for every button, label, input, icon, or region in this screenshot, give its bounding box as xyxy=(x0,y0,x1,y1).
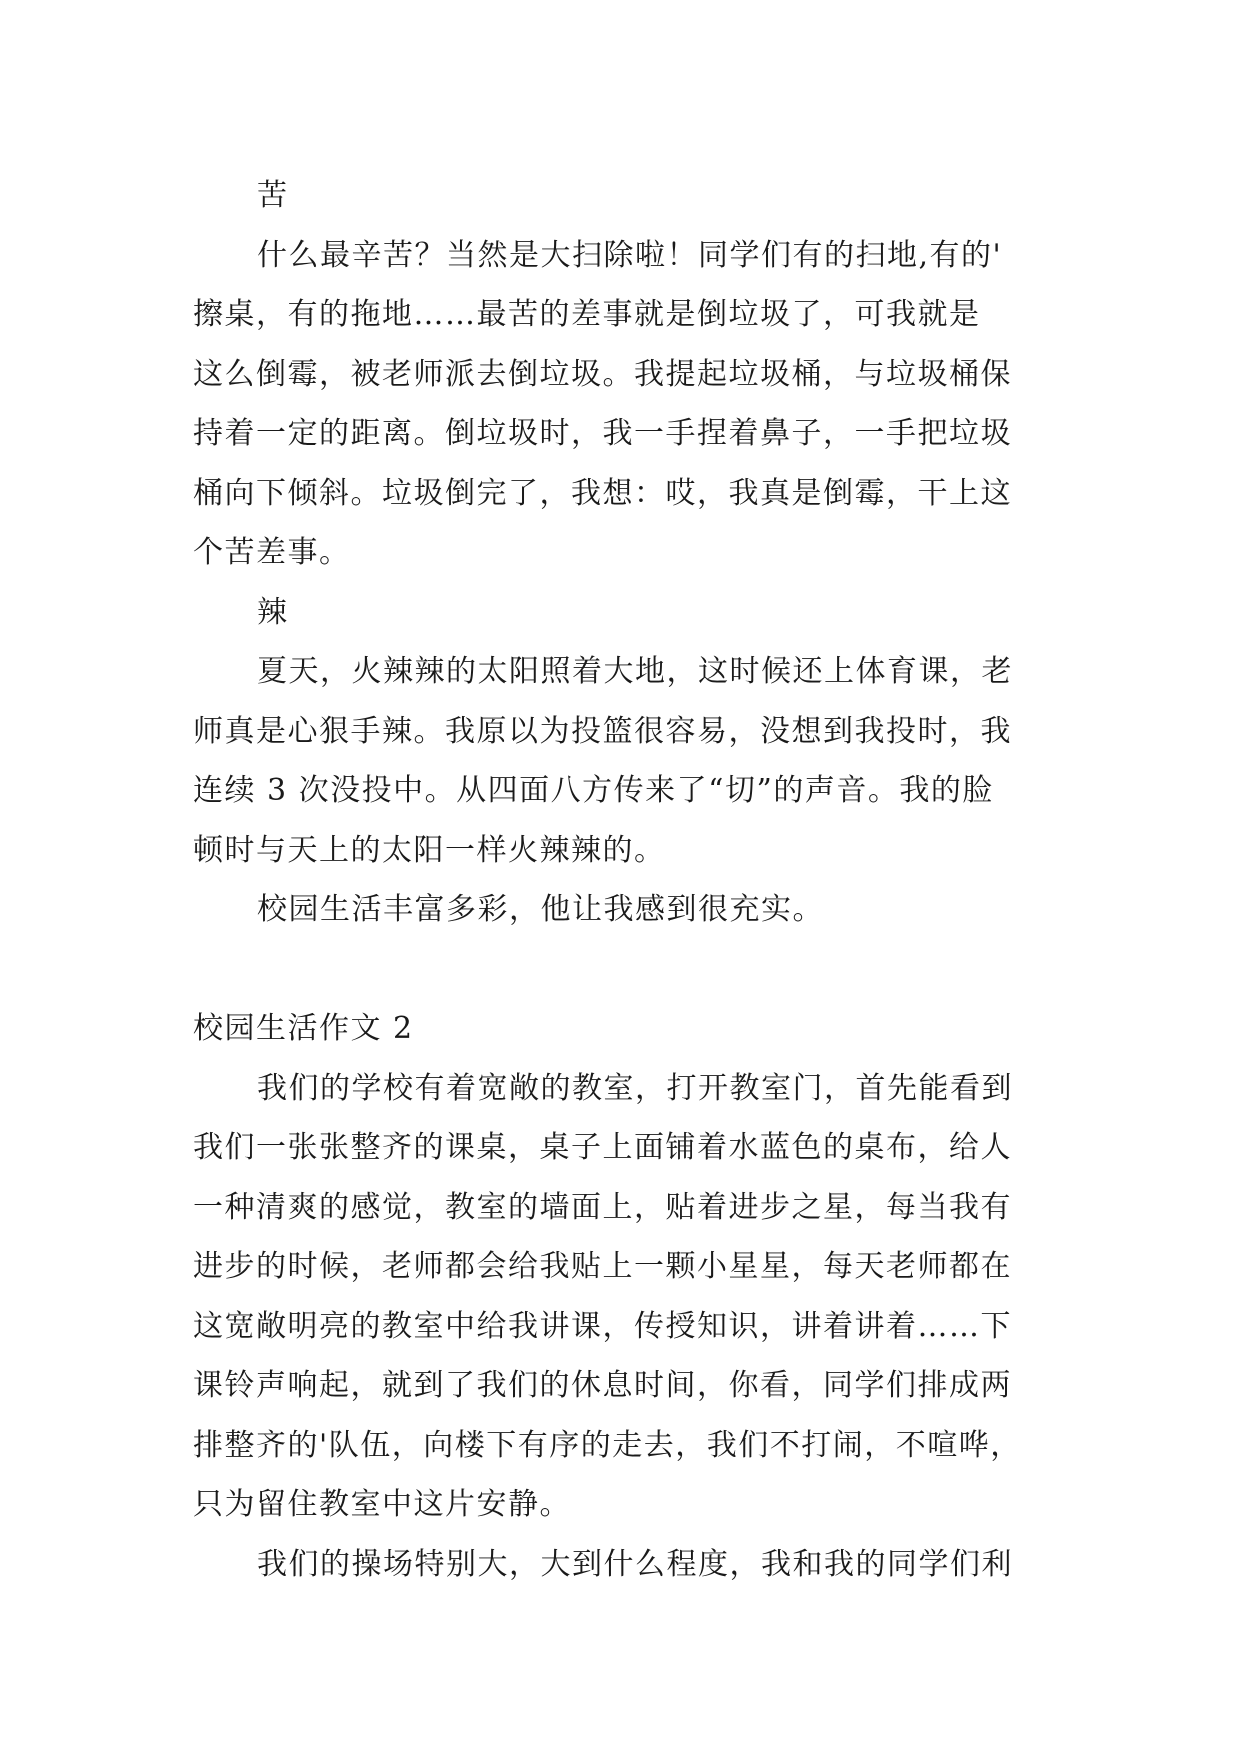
para-line: 我们的操场特别大，大到什么程度，我和我的同学们利 xyxy=(257,1546,1013,1582)
para-line: 什么最辛苦？当然是大扫除啦！同学们有的扫地,有的' xyxy=(257,237,1003,273)
document-body xyxy=(193,166,1073,1594)
heading-ku: 苦 xyxy=(257,178,289,213)
para-line: 擦桌，有的拖地……最苦的差事就是倒垃圾了，可我就是 xyxy=(193,297,981,332)
heading-la: 辣 xyxy=(257,594,289,630)
para-line: 夏天，火辣辣的太阳照着大地，这时候还上体育课，老 xyxy=(257,654,1013,689)
section-spacer xyxy=(193,940,1073,1000)
para-line: 我们一张张整齐的课桌，桌子上面铺着水蓝色的桌布，给人 xyxy=(193,1130,1012,1165)
para-line: 我们的学校有着宽敞的教室，打开教室门，首先能看到 xyxy=(257,1070,1013,1106)
para-line: 持着一定的距离。倒垃圾时，我一手捏着鼻子，一手把垃圾 xyxy=(193,416,1012,451)
conclusion-line: 校园生活丰富多彩，他让我感到很充实。 xyxy=(257,892,824,927)
para-line: 课铃声响起，就到了我们的休息时间，你看，同学们排成两 xyxy=(193,1368,1012,1403)
para-line: 进步的时候，老师都会给我贴上一颗小星星，每天老师都在 xyxy=(193,1249,1012,1284)
para-line: 师真是心狠手辣。我原以为投篮很容易，没想到我投时，我 xyxy=(193,713,1012,749)
para-line: 这宽敞明亮的教室中给我讲课，传授知识，讲着讲着……下 xyxy=(193,1308,1012,1344)
para-line: 这么倒霉，被老师派去倒垃圾。我提起垃圾桶，与垃圾桶保 xyxy=(193,356,1012,392)
para-line: 桶向下倾斜。垃圾倒完了，我想：哎，我真是倒霉，干上这 xyxy=(193,475,1012,511)
para-line: 连续 3 次没投中。从四面八方传来了“切”的声音。我的脸 xyxy=(193,773,994,808)
para-line: 一种清爽的感觉，教室的墙面上，贴着进步之星，每当我有 xyxy=(193,1189,1012,1225)
para-line: 排整齐的'队伍，向楼下有序的走去，我们不打闹，不喧哗， xyxy=(193,1427,1022,1463)
para-line: 顿时与天上的太阳一样火辣辣的。 xyxy=(193,832,666,868)
section-title: 校园生活作文 2 xyxy=(193,1011,414,1046)
para-line: 只为留住教室中这片安静。 xyxy=(193,1487,571,1522)
para-line: 个苦差事。 xyxy=(193,535,351,570)
